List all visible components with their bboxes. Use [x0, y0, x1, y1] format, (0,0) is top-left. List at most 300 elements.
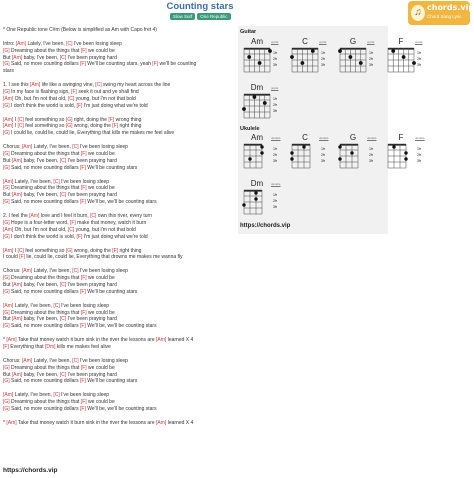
chord-mark[interactable]: [C]	[59, 371, 67, 378]
lyric-text: Oh, but I'm not that old,	[13, 95, 68, 102]
lyric-text: Dreaming about the things that	[9, 47, 81, 54]
lyric-text: Chorus:	[3, 144, 22, 151]
chord-mark[interactable]: [Am]	[3, 116, 14, 123]
chord-mark[interactable]: [G]	[3, 164, 10, 171]
lyric-line	[3, 234, 235, 241]
lyric-line	[3, 344, 235, 351]
chord-mark[interactable]: [Am]	[11, 281, 23, 288]
guitar-chord-am[interactable]	[242, 37, 284, 77]
lyric-text: Said, no more counting dollars	[9, 61, 80, 68]
chord-type-label[interactable]: ukulele	[319, 136, 329, 140]
lyric-text: I've been praying hard	[66, 157, 117, 164]
chord-mark[interactable]: [C]	[17, 247, 24, 254]
chord-mark[interactable]: [Am]	[3, 123, 14, 130]
chord-mark[interactable]: [C]	[53, 302, 60, 309]
lyric-text: I've been losing sleep	[78, 268, 128, 275]
fret-number: 2fr	[273, 103, 278, 107]
fret-number: 3fr	[369, 159, 374, 163]
chord-diagram	[290, 142, 320, 170]
lyric-text: I've been losing sleep	[78, 357, 128, 364]
lyric-line	[3, 248, 235, 255]
lyric-line	[3, 96, 235, 103]
lyric-text: In my face is flashing sign,	[9, 89, 72, 96]
site-link-bottom[interactable]: https://chords.vip	[3, 467, 58, 474]
guitar-icon: ♫	[411, 5, 425, 21]
lyric-text: We'll be counting stars	[85, 164, 138, 171]
finger-dot	[260, 151, 263, 154]
chord-mark[interactable]: [Dm]	[44, 343, 56, 350]
finger-dot	[254, 197, 257, 200]
lyric-text: feel something so	[23, 116, 66, 123]
tag-list	[170, 13, 231, 20]
fret-number: 3fr	[273, 205, 278, 209]
chord-mark[interactable]: [G]	[3, 233, 10, 240]
chord-mark[interactable]: [C]	[17, 123, 24, 130]
lyric-text: wrong, doing the	[72, 247, 113, 254]
lyric-text: baby, I've been,	[22, 316, 60, 323]
lyric-text: But	[3, 281, 12, 288]
lyric-line	[3, 323, 235, 330]
guitar-label: Guitar	[240, 29, 257, 35]
logo-subtitle: Chord Song Lyric	[427, 14, 462, 19]
chord-mark[interactable]: [F]	[80, 185, 87, 192]
chord-mark[interactable]: [F]	[80, 288, 86, 295]
chord-mark[interactable]: [F]	[80, 199, 86, 206]
lyric-text: Said, no more counting dollars	[9, 164, 80, 171]
lyric-text: We'll be, we'll be counting stars	[85, 323, 157, 330]
lyric-text: *	[3, 337, 7, 344]
guitar-chord-c[interactable]	[290, 37, 332, 77]
fret-number: 1fr	[273, 51, 278, 55]
chord-diagram	[242, 92, 272, 120]
finger-dot	[338, 157, 341, 160]
fret-number: 3fr	[369, 63, 374, 67]
lyric-text: Everything that	[8, 343, 45, 350]
lyric-text: *	[3, 419, 7, 426]
lyric-line	[3, 372, 235, 379]
lyric-line	[3, 282, 235, 289]
finger-dot	[242, 107, 246, 111]
chord-type-label[interactable]: guitar	[319, 40, 327, 44]
lyric-line	[3, 241, 235, 248]
lyric-line	[3, 48, 235, 55]
lyric-text: I don't think the world is sold,	[9, 233, 77, 240]
lyric-text: baby, I've been,	[22, 192, 60, 199]
lyric-text: I'm just doing what we're told	[82, 102, 148, 109]
lyric-text: young, but I'm not that bold	[74, 226, 136, 233]
finger-dot	[268, 49, 272, 53]
chord-mark[interactable]: [C]	[72, 357, 79, 364]
lyric-text: lie, could lie, could lie, Everything that drowns me makes me wanna fly	[24, 254, 183, 261]
chord-mark[interactable]: [F]	[80, 61, 86, 68]
lyric-text: I've been praying hard	[66, 316, 117, 323]
chord-mark[interactable]: [F]	[80, 378, 86, 385]
lyric-text: I don't think the world is sold,	[9, 102, 77, 109]
chord-mark[interactable]: [F]	[69, 219, 76, 226]
lyric-text: We'll be counting stars	[85, 378, 138, 385]
lyric-line	[3, 268, 235, 275]
chord-type-label[interactable]: ukulele	[271, 182, 281, 186]
fret-number: 2fr	[273, 199, 278, 203]
fret-number: 1fr	[273, 97, 278, 101]
lyric-line	[3, 68, 235, 75]
chord-type-label[interactable]: ukulele	[271, 136, 281, 140]
lyric-text: Said, no more counting dollars	[9, 323, 80, 330]
lyric-line	[3, 123, 235, 130]
lyric-text: Dreaming about the things that	[9, 399, 81, 406]
chord-mark[interactable]: [G]	[65, 123, 73, 130]
lyric-text: Take that money watch it burn sink in the river the lessons are	[16, 337, 157, 344]
fret-number: 1fr	[321, 147, 326, 151]
tag-one-republic[interactable]: One Republic	[197, 13, 230, 20]
chord-mark[interactable]: [C]	[67, 226, 75, 233]
lyric-text: I've been praying hard	[66, 371, 117, 378]
fret-number: 1fr	[417, 51, 422, 55]
chord-mark[interactable]: [Am]	[11, 316, 23, 323]
lyric-text: Lately, I've been,	[32, 268, 73, 275]
chord-mark[interactable]: [Am]	[3, 302, 14, 309]
chord-mark[interactable]: [Am]	[3, 392, 14, 399]
chord-name: Am	[251, 133, 263, 142]
chord-mark[interactable]: [F]	[76, 102, 83, 109]
lyric-line	[3, 261, 235, 268]
lyric-text: love and I feel it burn,	[39, 213, 91, 220]
chord-name: C	[302, 133, 308, 142]
fret-number: 3fr	[321, 63, 326, 67]
fret-number: 1fr	[273, 193, 278, 197]
chord-mark[interactable]: [F]	[80, 405, 86, 412]
lyric-line	[3, 172, 235, 179]
ukulele-chord-dm[interactable]	[242, 179, 284, 219]
lyric-text: Lately, I've been,	[13, 392, 54, 399]
lyric-text: We'll be counting stars	[85, 288, 138, 295]
chord-mark[interactable]: [F]	[80, 151, 87, 158]
chord-mark[interactable]: [G]	[3, 219, 10, 226]
chord-mark[interactable]: [Am]	[3, 226, 14, 233]
lyric-text: swing my heart across the line	[101, 82, 171, 89]
fret-number: 3fr	[273, 159, 278, 163]
chord-mark[interactable]: [F]	[76, 233, 83, 240]
chord-mark[interactable]: [G]	[3, 405, 10, 412]
lyric-text: Lately, I've been,	[13, 178, 54, 185]
logo-text: chords.vip	[427, 3, 474, 12]
fret-number: 2fr	[417, 57, 422, 61]
lyric-line	[3, 165, 235, 172]
lyric-text: we'll be counting	[158, 61, 197, 68]
chord-mark[interactable]: [Am]	[11, 371, 23, 378]
lyric-text: seek it out and ye shall find	[76, 89, 139, 96]
lyric-text: Dreaming about the things that	[9, 364, 81, 371]
lyric-text: But	[3, 371, 12, 378]
lyric-line	[3, 385, 235, 392]
chord-mark[interactable]: [C]	[59, 316, 67, 323]
chord-mark[interactable]: [G]	[3, 275, 10, 282]
lyric-text: baby, I've been,	[22, 54, 60, 61]
lyric-text: we could be	[86, 47, 115, 54]
lyric-text: But	[3, 157, 12, 164]
lyric-text: kills me makes feel alive	[55, 343, 111, 350]
lyric-text: I	[13, 123, 18, 130]
lyric-text: I	[13, 247, 18, 254]
finger-dot	[290, 151, 293, 154]
lyrics-body	[3, 27, 235, 427]
lyric-text: Oh, but I'm not that old,	[13, 226, 68, 233]
chord-mark[interactable]: [Am]	[156, 337, 167, 344]
lyric-line	[3, 358, 235, 365]
chord-mark[interactable]: [C]	[17, 116, 24, 123]
chord-name: Am	[251, 37, 263, 46]
chord-mark[interactable]: [Am]	[21, 357, 33, 364]
lyric-text: Chorus:	[3, 268, 22, 275]
lyric-line	[3, 296, 235, 303]
chord-mark[interactable]: [G]	[3, 130, 10, 137]
chord-mark[interactable]: [G]	[3, 364, 10, 371]
chord-mark[interactable]: [F]	[71, 89, 77, 96]
lyric-text: I've been losing sleep	[59, 302, 110, 309]
lyric-text: right thing	[118, 123, 142, 130]
lyric-line	[3, 41, 235, 48]
chord-mark[interactable]: [Am]	[15, 40, 27, 47]
lyric-text: Take that money watch it burn sink in the river the lessons are	[16, 419, 157, 426]
chord-mark[interactable]: [F]	[80, 309, 87, 316]
ukulele-chord-am[interactable]	[242, 133, 284, 173]
chord-diagram	[242, 188, 272, 216]
page-title: Counting stars	[166, 1, 234, 12]
fret-number: 2fr	[369, 153, 374, 157]
fret-number: 1fr	[369, 147, 374, 151]
lyric-text: I've been praying hard	[66, 54, 117, 61]
finger-dot	[359, 61, 363, 65]
chord-mark[interactable]: [F]	[80, 164, 86, 171]
lyric-text: Lately, I've been,	[32, 144, 73, 151]
chord-mark[interactable]: [G]	[3, 151, 10, 158]
lyric-line	[3, 130, 235, 137]
chord-mark[interactable]: [F]	[112, 123, 119, 130]
finger-dot	[338, 49, 342, 53]
chord-name: C	[302, 37, 308, 46]
chord-mark[interactable]: [C]	[90, 213, 97, 220]
chord-mark[interactable]: [F]	[80, 275, 87, 282]
chord-mark[interactable]: [G]	[3, 399, 10, 406]
chord-mark[interactable]: [C]	[72, 268, 79, 275]
site-logo[interactable]	[408, 1, 474, 25]
lyric-text: learned X 4	[166, 337, 194, 344]
chord-mark[interactable]: [G]	[3, 309, 10, 316]
finger-dot	[301, 61, 305, 65]
chord-mark[interactable]: [C]	[53, 392, 60, 399]
chord-mark[interactable]: [G]	[3, 47, 10, 54]
lyric-line	[3, 55, 235, 62]
lyric-line	[3, 103, 235, 110]
lyric-text: Said, no more counting dollars	[9, 405, 80, 412]
fret-number: 3fr	[417, 159, 422, 163]
chord-mark[interactable]: [G]	[3, 102, 10, 109]
lyric-line	[3, 392, 235, 399]
header	[0, 0, 474, 26]
finger-dot	[404, 151, 407, 154]
lyric-line	[3, 61, 235, 68]
guitar-chord-dm[interactable]	[242, 83, 284, 123]
lyric-line	[3, 413, 235, 420]
chord-mark[interactable]: [F]	[80, 323, 86, 330]
ukulele-chord-f[interactable]	[386, 133, 428, 173]
finger-dot	[263, 101, 267, 105]
chord-mark[interactable]: [Am]	[3, 247, 14, 254]
chord-mark[interactable]: [Am]	[6, 337, 17, 344]
lyric-text: own this river, every turn	[96, 213, 152, 220]
chord-name: F	[398, 37, 404, 46]
chord-mark[interactable]: [F]	[80, 47, 87, 54]
ukulele-label: Ukulele	[240, 126, 260, 132]
chord-mark[interactable]: [Am]	[29, 82, 41, 89]
chord-mark[interactable]: [Am]	[11, 54, 23, 61]
chord-name: G	[349, 133, 357, 142]
lyric-text: But	[3, 316, 12, 323]
chord-mark[interactable]: [F]	[80, 399, 87, 406]
lyric-text: Intro:	[3, 40, 16, 47]
chord-mark[interactable]: [C]	[59, 192, 67, 199]
finger-dot	[402, 55, 406, 59]
lyric-text: Said, no more counting dollars	[9, 288, 80, 295]
fret-number: 2fr	[321, 153, 326, 157]
lyric-text: feel something so	[23, 247, 66, 254]
lyric-text: baby, I've been,	[22, 371, 60, 378]
chord-mark[interactable]: [F]	[3, 343, 9, 350]
lyric-line	[3, 206, 235, 213]
fret-number: 2fr	[369, 57, 374, 61]
ukulele-chord-g[interactable]	[338, 133, 380, 173]
lyric-text: 2. I feel the	[3, 213, 30, 220]
chord-mark[interactable]: [Am]	[29, 213, 40, 220]
chord-mark[interactable]: [Am]	[3, 178, 14, 185]
fret-number: 2fr	[273, 153, 278, 157]
chord-type-label[interactable]: guitar	[271, 86, 279, 90]
ukulele-chord-c[interactable]	[290, 133, 332, 173]
finger-dot	[338, 145, 341, 148]
chord-mark[interactable]: [C]	[67, 95, 75, 102]
chord-mark[interactable]: [G]	[3, 185, 10, 192]
chord-mark[interactable]: [C]	[66, 40, 73, 47]
finger-dot	[392, 145, 395, 148]
chord-mark[interactable]: [Am]	[11, 192, 23, 199]
guitar-chord-f[interactable]	[386, 37, 428, 77]
chord-mark[interactable]: [G]	[3, 89, 10, 96]
tag-slow-surf[interactable]: Slow Surf	[170, 13, 195, 20]
chord-mark[interactable]: [F]	[108, 116, 115, 123]
lyric-line	[3, 34, 235, 41]
finger-dot	[253, 95, 257, 99]
chord-mark[interactable]: [Am]	[11, 157, 23, 164]
lyric-line	[3, 213, 235, 220]
finger-dot	[349, 55, 353, 59]
lyric-text: I've been losing sleep	[59, 178, 110, 185]
lyric-line	[3, 316, 235, 323]
finger-dot	[248, 157, 251, 160]
lyric-text: I've been losing sleep	[59, 392, 110, 399]
chord-name: G	[349, 37, 357, 46]
chord-mark[interactable]: [C]	[53, 178, 60, 185]
chord-type-label[interactable]: ukulele	[415, 136, 425, 140]
chord-type-label[interactable]: guitar	[367, 40, 375, 44]
chord-mark[interactable]: [G]	[65, 247, 73, 254]
lyric-line	[3, 75, 235, 82]
lyric-text: young, but I'm not that bold	[74, 95, 136, 102]
site-link-panel[interactable]: https://chords.vip	[240, 223, 291, 229]
lyric-text: we could be	[86, 185, 115, 192]
finger-dot	[391, 49, 395, 53]
chord-mark[interactable]: [C]	[59, 54, 67, 61]
lyric-text: Chorus:	[3, 357, 22, 364]
fret-number: 1fr	[273, 147, 278, 151]
lyric-line	[3, 185, 235, 192]
chord-type-label[interactable]: guitar	[271, 40, 279, 44]
chord-mark[interactable]: [Am]	[21, 144, 33, 151]
lyric-text: we could be	[86, 309, 115, 316]
finger-dot	[254, 191, 257, 194]
fret-number: 1fr	[369, 51, 374, 55]
chord-mark[interactable]: [G]	[3, 323, 10, 330]
chord-mark[interactable]: [G]	[3, 288, 10, 295]
lyric-text: we could be	[86, 275, 115, 282]
chord-mark[interactable]: [F]	[80, 364, 87, 371]
lyric-text: I've been praying hard	[66, 192, 117, 199]
finger-dot	[247, 55, 251, 59]
lyric-line	[3, 220, 235, 227]
chord-mark[interactable]: [F]	[152, 61, 159, 68]
finger-dot	[350, 151, 353, 154]
lyric-line	[3, 330, 235, 337]
chord-mark[interactable]: [G]	[3, 378, 10, 385]
chord-diagram	[338, 46, 368, 74]
chord-mark[interactable]: [F]	[112, 247, 119, 254]
chord-mark[interactable]: [Am]	[6, 419, 17, 426]
chord-mark[interactable]: [G]	[3, 199, 10, 206]
chord-mark[interactable]: [C]	[72, 144, 79, 151]
chord-mark[interactable]: [C]	[59, 157, 67, 164]
chord-mark[interactable]: [Am]	[156, 419, 167, 426]
chord-mark[interactable]: [C]	[95, 82, 102, 89]
lyric-line	[3, 110, 235, 117]
lyric-line	[3, 192, 235, 199]
chord-mark[interactable]: [C]	[59, 281, 67, 288]
chord-type-label[interactable]: ukulele	[367, 136, 377, 140]
fret-number: 3fr	[417, 63, 422, 67]
lyric-line	[3, 310, 235, 317]
finger-dot	[302, 145, 305, 148]
lyric-line	[3, 151, 235, 158]
chord-diagram	[242, 46, 272, 74]
fret-number: 1fr	[417, 147, 422, 151]
lyric-line	[3, 275, 235, 282]
finger-dot	[404, 157, 407, 160]
chord-type-label[interactable]: guitar	[415, 40, 423, 44]
finger-dot	[258, 61, 262, 65]
chord-mark[interactable]: [G]	[65, 116, 73, 123]
lyric-text: I could	[3, 254, 20, 261]
chord-mark[interactable]: [Am]	[3, 95, 14, 102]
chord-mark[interactable]: [Am]	[21, 268, 33, 275]
finger-dot	[290, 157, 293, 160]
guitar-chord-g[interactable]	[338, 37, 380, 77]
lyric-line	[3, 27, 235, 34]
lyric-line	[3, 289, 235, 296]
lyric-text: 1. I see this	[3, 82, 30, 89]
chord-name: Dm	[250, 83, 264, 92]
chord-mark[interactable]: [F]	[19, 254, 25, 261]
fret-number: 2fr	[273, 57, 278, 61]
chord-mark[interactable]: [G]	[3, 61, 10, 68]
lyric-text: life like a swinging vine,	[40, 82, 96, 89]
